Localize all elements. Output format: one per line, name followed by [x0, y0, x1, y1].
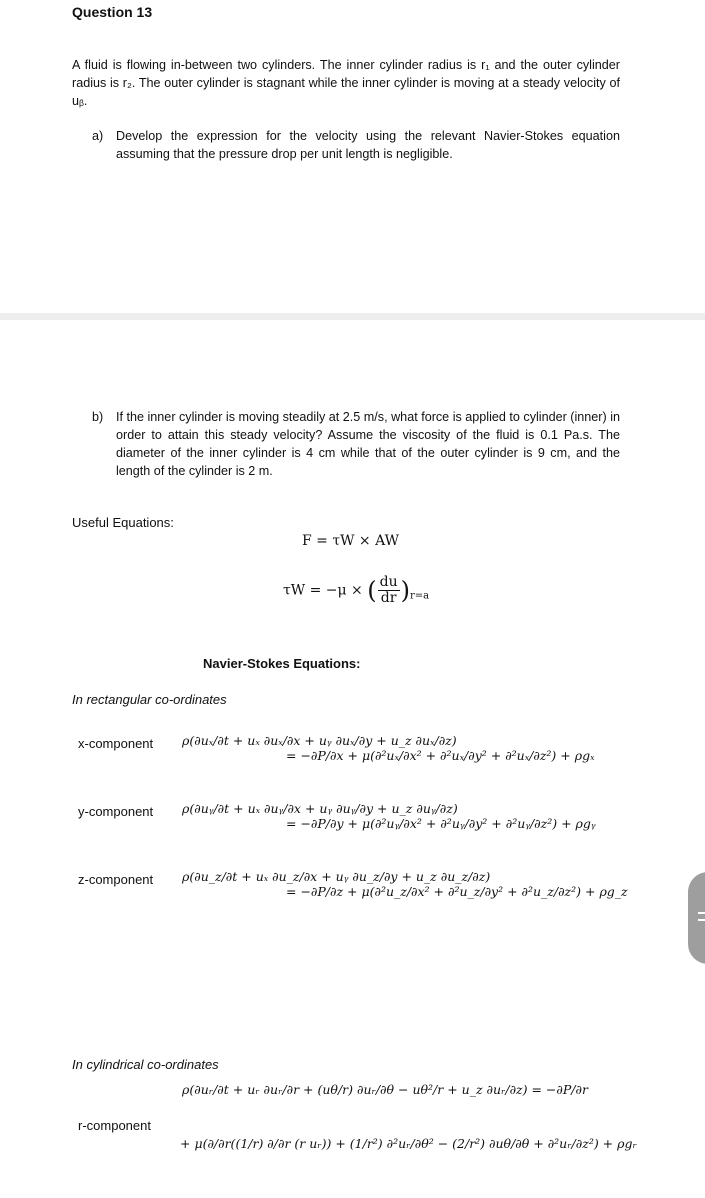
useful-equations-label: Useful Equations:: [72, 515, 174, 530]
cylindrical-coordinates-label: In cylindrical co-ordinates: [72, 1057, 219, 1072]
x-component-label: x-component: [78, 736, 154, 751]
x-component-rhs: = −∂P/∂x + μ(∂²uₓ/∂x² + ∂²uₓ/∂y² + ∂²uₓ/∂z²) + ρgₓ: [286, 748, 595, 763]
part-a-text: Develop the expression for the velocity using the relevant Navier-Stokes equation assuming that the pressure drop per unit length is negligible.: [116, 129, 620, 161]
handle-icon: [698, 919, 705, 921]
x-component-equation: [182, 733, 595, 763]
part-a-label: a): [92, 129, 104, 143]
part-b: [92, 408, 620, 480]
r-component-label: r-component: [78, 1118, 151, 1133]
z-component-equation: [182, 869, 628, 899]
y-component-label: y-component: [78, 804, 154, 819]
part-b-text: If the inner cylinder is moving steadily at 2.5 m/s, what force is applied to cylinder (inner) in order to attain this steady velocity? Assume the viscosity of the fluid is 0.1 Pa.s. The diameter of the inner cylinder is 4 cm while that of the outer cylinder is 9 cm, and the length of the cylinder is 2 m.: [116, 410, 620, 478]
y-component-rhs: = −∂P/∂y + μ(∂²uᵧ/∂x² + ∂²uᵧ/∂y² + ∂²uᵧ/∂z²) + ρgᵧ: [286, 816, 596, 831]
page-divider: [0, 313, 705, 320]
y-component-equation: [182, 801, 596, 831]
shear-stress-denominator: dr: [380, 590, 397, 606]
x-component-lhs: ρ(∂uₓ/∂t + uₓ ∂uₓ/∂x + uᵧ ∂uₓ/∂y + u_z ∂uₓ/∂z): [182, 733, 457, 748]
r-component-equation-line2: + μ(∂/∂r((1/r) ∂/∂r (r uᵣ)) + (1/r²) ∂²uᵣ/∂θ² − (2/r²) ∂uθ/∂θ + ∂²uᵣ/∂z²) + ρgᵣ: [180, 1136, 637, 1151]
question-title: Question 13: [72, 4, 153, 20]
problem-intro: A fluid is flowing in-between two cylinders. The inner cylinder radius is r₁ and the outer cylinder radius is r₂. The outer cylinder is stagnant while the inner cylinder is moving at a steady velocity of uᵦ.: [72, 58, 620, 108]
part-b-label: b): [92, 410, 104, 424]
navier-stokes-title: Navier-Stokes Equations:: [203, 656, 361, 671]
force-equation: F = τW × AW: [302, 533, 400, 549]
part-a: [92, 127, 620, 163]
shear-stress-subscript: r=a: [409, 590, 430, 602]
z-component-rhs: = −∂P/∂z + μ(∂²u_z/∂x² + ∂²u_z/∂y² + ∂²u_z/∂z²) + ρg_z: [286, 884, 628, 899]
r-component-equation-line1: ρ(∂uᵣ/∂t + uᵣ ∂uᵣ/∂r + (uθ/r) ∂uᵣ/∂θ − uθ²/r + u_z ∂uᵣ/∂z) = −∂P/∂r: [182, 1082, 588, 1097]
y-component-lhs: ρ(∂uᵧ/∂t + uₓ ∂uᵧ/∂x + uᵧ ∂uᵧ/∂y + u_z ∂uᵧ/∂z): [182, 801, 458, 816]
shear-stress-equation: τW = −μ × ( $\frac{du}{dr}$ )$_{r=a}$: [283, 574, 430, 606]
shear-stress-lhs: τW = −μ ×: [283, 582, 363, 599]
z-component-lhs: ρ(∂u_z/∂t + uₓ ∂u_z/∂x + uᵧ ∂u_z/∂y + u_z ∂u_z/∂z): [182, 869, 491, 884]
z-component-label: z-component: [78, 872, 154, 887]
rectangular-coordinates-label: In rectangular co-ordinates: [72, 692, 227, 707]
handle-icon: [698, 912, 705, 914]
side-panel-tab[interactable]: [688, 872, 705, 964]
shear-stress-numerator: du: [379, 574, 398, 590]
